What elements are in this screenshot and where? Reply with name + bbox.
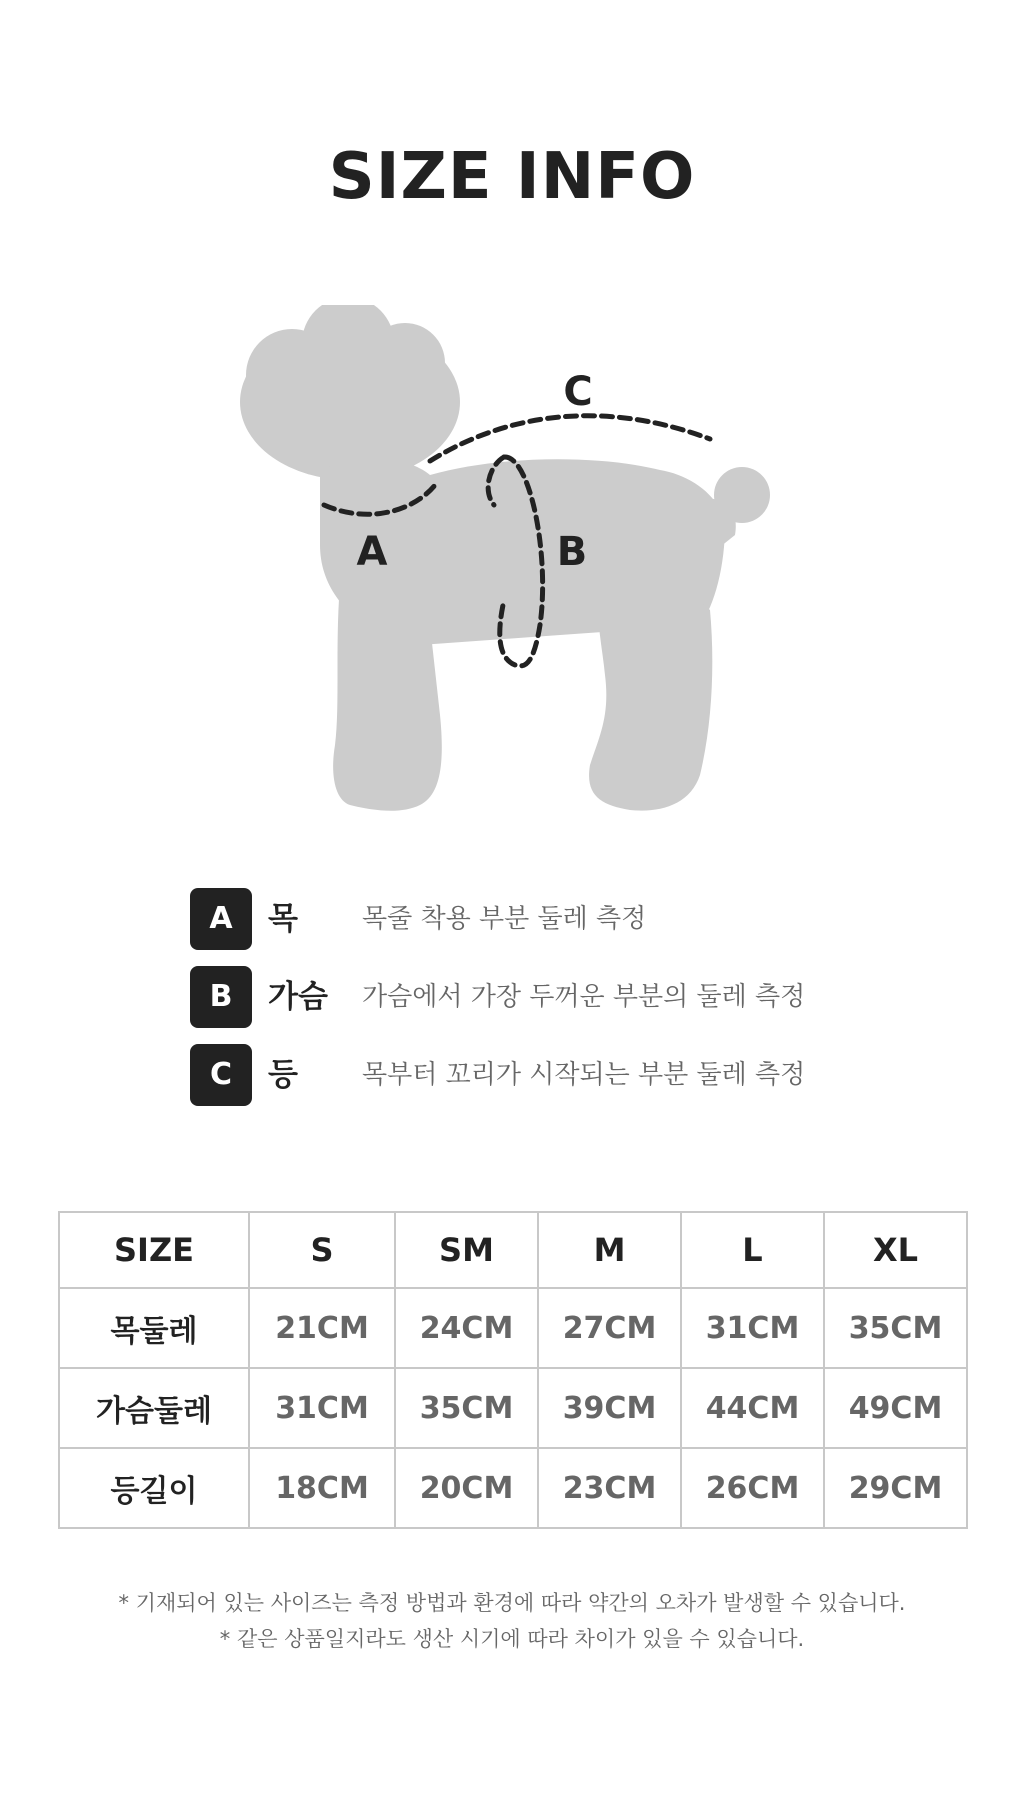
legend-label: 목	[268, 901, 298, 937]
row-label: 가슴둘레	[59, 1368, 249, 1448]
header-cell-s: S	[249, 1212, 395, 1288]
marker-c: C	[563, 369, 593, 415]
header-cell-sm: SM	[395, 1212, 538, 1288]
legend-badge: A	[190, 888, 252, 950]
marker-b: B	[556, 529, 588, 575]
table-cell: 27CM	[538, 1288, 681, 1368]
header-cell-m: M	[538, 1212, 681, 1288]
legend-badge: C	[190, 1044, 252, 1106]
table-row-neck	[59, 1288, 967, 1368]
table-cell: 44CM	[681, 1368, 824, 1448]
table-cell: 29CM	[824, 1448, 967, 1528]
dog-measurement-diagram	[220, 305, 800, 825]
table-cell: 23CM	[538, 1448, 681, 1528]
table-cell: 31CM	[249, 1368, 395, 1448]
table-row-back	[59, 1448, 967, 1528]
size-notes	[0, 1585, 1024, 1657]
table-cell: 21CM	[249, 1288, 395, 1368]
back-line-c	[430, 416, 710, 461]
legend-description: 가슴에서 가장 두꺼운 부분의 둘레 측정	[362, 982, 806, 1012]
legend-label: 등	[268, 1057, 298, 1093]
row-label: 등길이	[59, 1448, 249, 1528]
legend-item-back	[190, 1044, 890, 1106]
table-cell: 26CM	[681, 1448, 824, 1528]
legend-description: 목부터 꼬리가 시작되는 부분 둘레 측정	[362, 1060, 806, 1090]
note-production-variance: * 같은 상품일지라도 생산 시기에 따라 차이가 있을 수 있습니다.	[219, 1627, 805, 1651]
table-cell: 18CM	[249, 1448, 395, 1528]
table-cell: 20CM	[395, 1448, 538, 1528]
legend-item-chest	[190, 966, 890, 1028]
table-cell: 24CM	[395, 1288, 538, 1368]
table-cell: 39CM	[538, 1368, 681, 1448]
dog-silhouette-icon	[240, 305, 770, 811]
marker-a: A	[356, 529, 388, 575]
header-cell-l: L	[681, 1212, 824, 1288]
header-cell-xl: XL	[824, 1212, 967, 1288]
table-header-row	[59, 1212, 967, 1288]
table-cell: 35CM	[824, 1288, 967, 1368]
table-cell: 35CM	[395, 1368, 538, 1448]
table-row-chest	[59, 1368, 967, 1448]
table-cell: 49CM	[824, 1368, 967, 1448]
legend-label: 가슴	[268, 979, 328, 1015]
legend-item-neck	[190, 888, 890, 950]
size-table	[58, 1211, 968, 1529]
row-label: 목둘레	[59, 1288, 249, 1368]
note-measurement-error: * 기재되어 있는 사이즈는 측정 방법과 환경에 따라 약간의 오차가 발생할 수 있습니다.	[118, 1591, 906, 1615]
legend-badge: B	[190, 966, 252, 1028]
legend-description: 목줄 착용 부분 둘레 측정	[362, 904, 647, 934]
page-title: SIZE INFO	[328, 140, 696, 214]
table-cell: 31CM	[681, 1288, 824, 1368]
header-cell-size: SIZE	[59, 1212, 249, 1288]
